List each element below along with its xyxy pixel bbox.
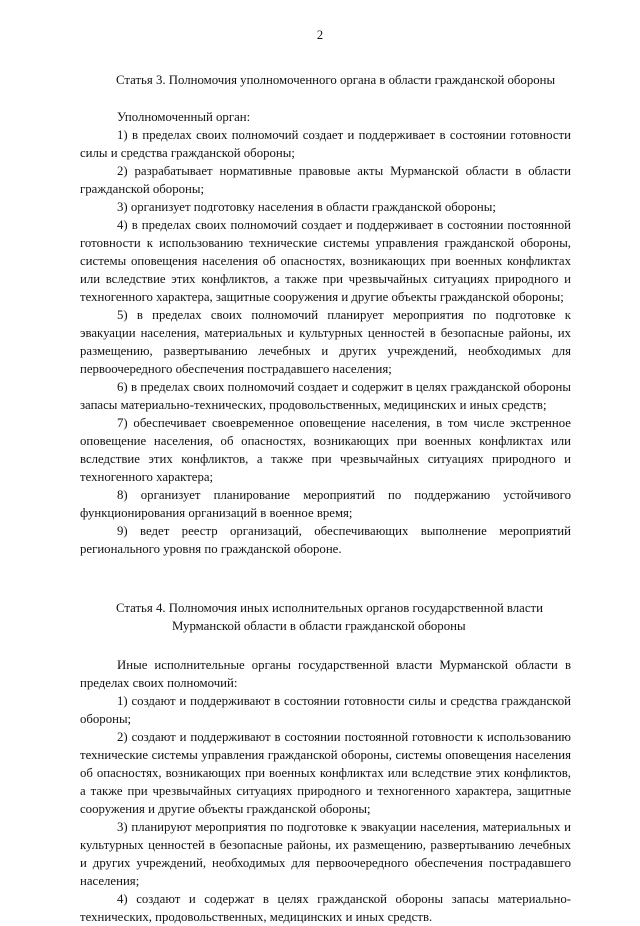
article-4-heading-line-2: Мурманской области в области гражданской обороны	[172, 619, 466, 633]
article-3-item-6: 6) в пределах своих полномочий создает и содержит в целях гражданской обороны запасы материально-технических, продовольственных, медицинских и иных средств;	[80, 380, 571, 412]
article-4-item-1: 1) создают и поддерживают в состоянии готовности силы и средства гражданской обороны;	[80, 694, 571, 726]
article-3-item-9: 9) ведет реестр организаций, обеспечивающих выполнение мероприятий регионального уровня по гражданской обороне.	[80, 524, 571, 556]
article-4-heading	[80, 599, 571, 635]
article-3-item-8: 8) организует планирование мероприятий по поддержанию устойчивого функционирования организаций в военное время;	[80, 488, 571, 520]
article-3-item-7: 7) обеспечивает своевременное оповещение населения, в том числе экстренное оповещение населения, об опасностях, возникающих при военных конфликтах или вследствие этих конфликтов, а также при чрезвычайных ситуациях природного и техногенного характера;	[80, 416, 571, 484]
spacer	[80, 558, 571, 578]
article-4-item-4: 4) создают и содержат в целях гражданской обороны запасы материально-технических, продовольственных, медицинских и иных средств.	[80, 892, 571, 924]
article-3-item-2: 2) разрабатывает нормативные правовые акты Мурманской области в области гражданской обороны;	[80, 164, 571, 196]
article-3-item-1: 1) в пределах своих полномочий создает и поддерживает в состоянии готовности силы и средства гражданской обороны;	[80, 128, 571, 160]
article-4-heading-line-1: Статья 4. Полномочия иных исполнительных органов государственной власти	[116, 601, 543, 615]
page-number: 2	[316, 28, 324, 42]
article-3-item-3: 3) организует подготовку населения в области гражданской обороны;	[117, 200, 496, 214]
article-3-heading: Статья 3. Полномочия уполномоченного органа в области гражданской обороны	[116, 73, 556, 87]
article-3-item-4: 4) в пределах своих полномочий создает и поддерживает в состоянии постоянной готовности к использованию технические системы управления гражданской обороны, системы оповещения населения об опасностях, возникающих при военных конфликтах или вследствие этих конфликтов, а также при чрезвычайных ситуациях природного и техногенного характера, защитные сооружения и другие объекты гражданской обороны;	[80, 218, 571, 304]
spacer	[80, 89, 571, 108]
article-4-item-3: 3) планируют мероприятия по подготовке к эвакуации населения, материальных и культурных ценностей в безопасные районы, их размещению, развертыванию лечебных и других учреждений, необходимых для первоочередного обеспечения пострадавшего населения;	[80, 820, 571, 888]
article-4-item-2: 2) создают и поддерживают в состоянии постоянной готовности к использованию технические системы управления гражданской обороны, системы оповещения населения об опасностях, возникающих при военных конфликтах или вследствие этих конфликтов, а также при чрезвычайных ситуациях природного и техногенного характера, защитные сооружения и другие объекты гражданской обороны;	[80, 730, 571, 816]
article-4-intro: Иные исполнительные органы государственной власти Мурманской области в пределах своих полномочий:	[80, 658, 571, 690]
spacer	[80, 635, 571, 656]
article-3-item-5: 5) в пределах своих полномочий планирует мероприятия по подготовке к эвакуации населения, материальных и культурных ценностей в безопасные районы, их размещению, развертыванию лечебных и других учреждений, необходимых для первоочередного обеспечения пострадавшего населения;	[80, 308, 571, 376]
article-3-intro: Уполномоченный орган:	[117, 110, 251, 124]
